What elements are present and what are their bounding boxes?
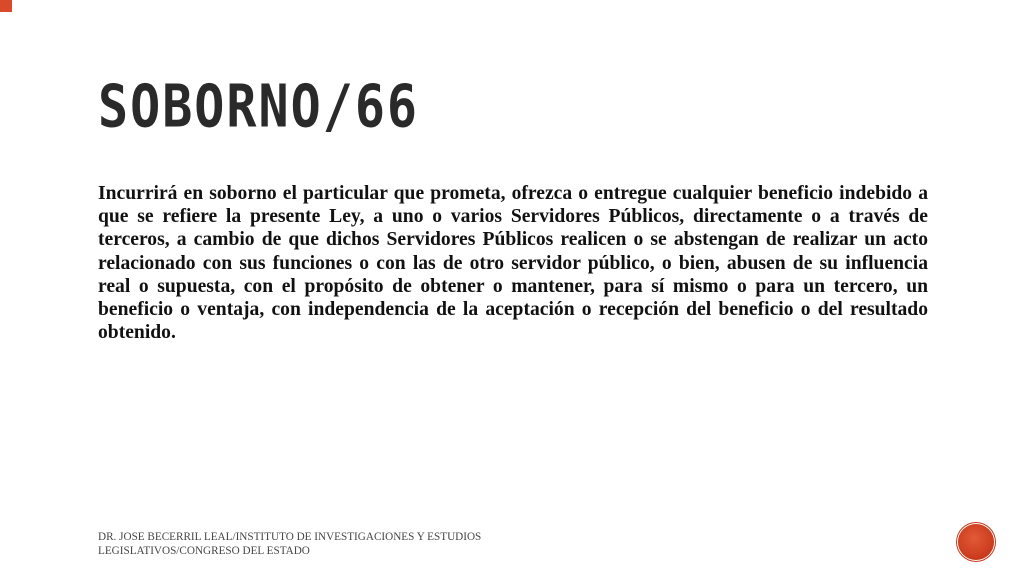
corner-accent-mark [0, 0, 12, 12]
slide-footer: DR. JOSE BECERRIL LEAL/INSTITUTO DE INVESTIGACIONES Y ESTUDIOS LEGISLATIVOS/CONGRESO DEL ESTADO [98, 531, 482, 557]
slide-title: SOBORNO/66 [98, 72, 420, 141]
slide-number-badge [958, 524, 994, 560]
slide-body-text: Incurrirá en soborno el particular que prometa, ofrezca o entregue cualquier beneficio indebido a que se refiere la presente Ley, a uno o varios Servidores Públicos, directamente o a través de terceros, a cambio de que dichos Servidores Públicos realicen o se abstengan de realizar un acto relacionado con sus funciones o con las de otro servidor público, o bien, abusen de su influencia real o supuesta, con el propósito de obtener o mantener, para sí mismo o para un tercero, un beneficio o ventaja, con independencia de la aceptación o recepción del beneficio o del resultado obtenido. [98, 183, 928, 344]
